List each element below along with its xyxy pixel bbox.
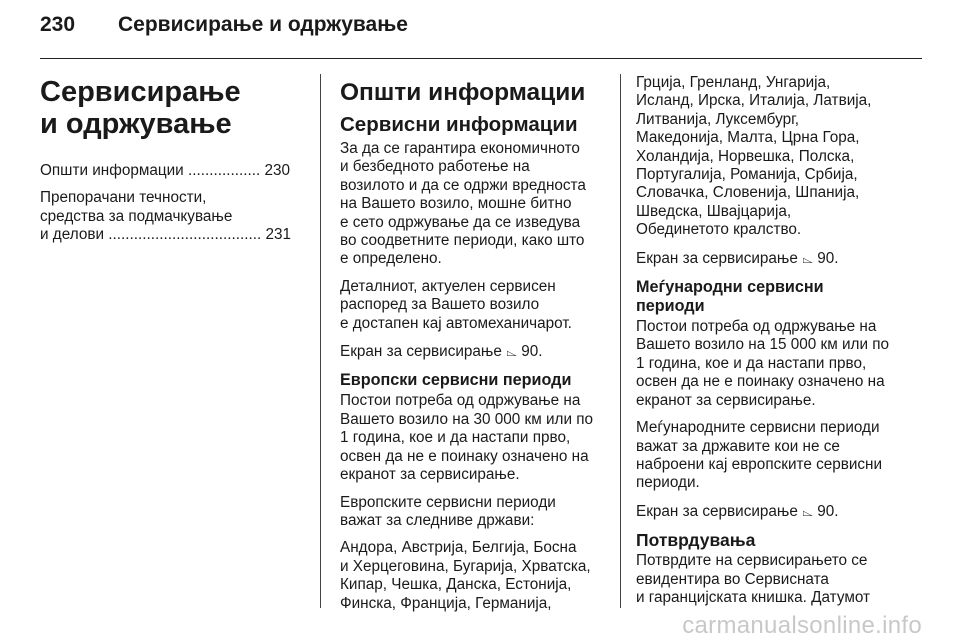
paragraph [340,278,608,333]
watermark: carmanualsonline.info [682,612,922,639]
text-line: Кипар, Чешка, Данска, Естонија, [340,576,572,594]
text-line: Грција, Гренланд, Унгарија, [636,74,831,91]
text-line: е достапен кај автомеханичарот. [340,314,572,332]
text-line: За да се гарантира економичното [340,140,580,157]
text-line: Постои потреба од одржување на [636,318,877,336]
text-line: Исланд, Ирска, Италија, Латвија, [636,92,872,110]
text-line: е определено. [340,250,442,268]
text-line: важат за државите кои не се [636,437,840,455]
paragraph [636,552,922,607]
heading-international-periods [636,278,922,316]
text-line: 1 година, кое и да настапи прво, [340,429,571,447]
text-line: Меѓународните сервисни периоди [636,419,880,437]
text-line: е сето одржување да се изведува [340,213,581,231]
chapter-title-line: и одржување [40,108,232,140]
text-line: Македонија, Малта, Црна Гора, [636,129,860,147]
paragraph [340,494,608,531]
text-line: важат за следниве држави: [340,511,535,529]
text-line: 1 година, кое и да настапи прво, [636,354,867,372]
text-line: Шведска, Швајцарија, [636,202,792,220]
heading-line: Меѓународни сервисни [636,278,824,297]
text-line: на Вашето возило, мошне битно [340,195,572,213]
text-line: Словачка, Словенија, Шпанија, [636,184,860,202]
toc-entry-general-info[interactable] [40,162,302,180]
cross-reference-text: Екран за сервисирање [340,343,502,361]
cross-reference[interactable] [636,502,922,521]
page-ref-arrow-icon: ⌳ [802,502,814,519]
text-line: Постои потреба од одржување на [340,392,581,410]
text-line: и гаранцијската книшка. Датумот [636,588,871,606]
heading-general-info: Општи информации [340,79,586,106]
heading-line: периоди [636,297,705,316]
text-line: во соодветните периоди, како што [340,232,585,250]
text-line: евидентира во Сервисната [636,570,829,588]
text-line: Обединетото кралство. [636,221,802,239]
text-line: распоред за Вашето возило [340,296,540,314]
heading-european-periods: Европски сервисни периоди [340,371,572,390]
paragraph [340,140,608,269]
cross-reference-text: Екран за сервисирање [636,502,798,520]
page-header [40,13,408,43]
heading-service-info: Сервисни информации [340,113,578,136]
chapter-title-line: Сервисирање [40,76,241,108]
text-line: Европските сервисни периоди [340,493,556,511]
text-line: периоди. [636,474,700,492]
column-2 [340,72,608,613]
toc-line: средства за подмачкување [40,207,233,225]
paragraph [636,74,922,240]
paragraph [636,318,922,410]
cross-reference-page: 90. [817,502,839,520]
text-line: Андора, Австрија, Белгија, Босна [340,539,577,557]
column-divider-2 [620,74,621,608]
paragraph [340,392,608,484]
toc-line: Општи информации ................. 230 [40,162,290,179]
cross-reference-page: 90. [521,343,543,361]
toc-line: и делови .................................... 231 [40,226,292,244]
cross-reference[interactable] [340,342,608,361]
text-line: и Херцеговина, Бугарија, Хрватска, [340,557,591,575]
text-line: Потврдите на сервисирањето се [636,552,868,570]
text-line: возилото и да се одржи вредноста [340,176,586,194]
chapter-title [40,76,302,140]
toc-line: Препорачани течности, [40,189,207,207]
text-line: Вашето возило на 30 000 км или по [340,410,594,428]
column-divider-1 [320,74,321,608]
page-ref-arrow-icon: ⌳ [802,249,814,266]
text-line: наброени кај европските сервисни [636,455,883,473]
text-line: екранот за сервисирање. [636,391,816,409]
paragraph [636,419,922,493]
text-line: освен да не е поинаку означено на [636,373,885,391]
text-line: освен да не е поинаку означено на [340,447,589,465]
cross-reference-text: Екран за сервисирање [636,249,798,267]
cross-reference[interactable] [636,249,922,268]
text-line: екранот за сервисирање. [340,466,520,484]
text-line: Португалија, Романија, Србија, [636,166,858,184]
column-3 [636,74,922,607]
running-title: Сервисирање и одржување [118,13,408,36]
heading-confirmations: Потврдувања [636,530,756,551]
cross-reference-page: 90. [817,249,839,267]
column-1 [40,72,302,254]
page-ref-arrow-icon: ⌳ [506,343,518,360]
text-line: Вашето возило на 15 000 км или по [636,336,890,354]
text-line: Деталниот, актуелен сервисен [340,277,556,295]
text-line: Литванија, Луксембург, [636,110,800,128]
header-rule [40,58,922,59]
text-line: и безбедното работење на [340,158,530,176]
paragraph [340,539,608,613]
text-line: Финска, Франција, Германија, [340,594,552,612]
toc-entry-fluids[interactable] [40,189,302,244]
page-number: 230 [40,13,76,36]
text-line: Холандија, Норвешка, Полска, [636,147,855,165]
